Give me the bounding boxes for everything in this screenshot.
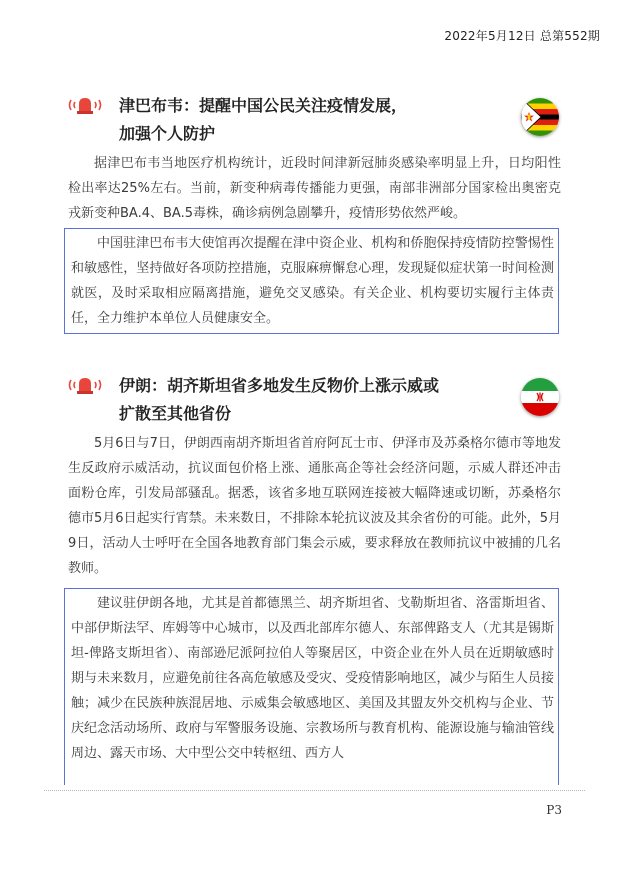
section-title	[119, 92, 499, 148]
title-line-2: 加强个人防护	[119, 124, 216, 143]
section-title	[119, 372, 499, 428]
alarm-siren-icon	[68, 376, 102, 394]
alarm-siren-icon	[68, 96, 102, 114]
body-paragraph: 据津巴布韦当地医疗机构统计，近段时间津新冠肺炎感染率明显上升，日均阳性检出率达25%左右。当前，新变种病毒传播能力更强，南部非洲部分国家检出奥密克戎新变种BA.4、BA.5毒株，确诊病例急剧攀升，疫情形势依然严峻。	[68, 156, 561, 221]
title-line-1: 津巴布韦：提醒中国公民关注疫情发展，	[119, 96, 408, 115]
page-number: P3	[546, 803, 562, 817]
zimbabwe-flag-icon	[521, 98, 559, 136]
title-line-1: 伊朗：胡齐斯坦省多地发生反物价上涨示威或	[119, 376, 440, 395]
issue-date-header: 2022年5月12日 总第552期	[444, 29, 600, 43]
footer-divider	[44, 790, 585, 791]
iran-flag-icon	[521, 378, 559, 416]
body-paragraph: 5月6日与7日，伊朗西南胡齐斯坦省首府阿瓦士市、伊泽市及苏桑格尔德市等地发生反政府示威活动，抗议面包价格上涨、通胀高企等社会经济问题，示威人群还冲击面粉仓库，引发局部骚乱。据悉，该省多地互联网连接被大幅降速或切断，苏桑格尔德市5月6日起实行宵禁。未来数日，不排除本轮抗议波及其余省份的可能。此外，5月9日，活动人士呼吁在全国各地教育部门集会示威，要求释放在教师抗议中被捕的几名教师。	[68, 436, 561, 576]
advisory-box: 中国驻津巴布韦大使馆再次提醒在津中资企业、机构和侨胞保持疫情防控警惕性和敏感性，坚持做好各项防控措施，克服麻痹懈怠心理，发现疑似症状第一时间检测就医，及时采取相应隔离措施，避免交叉感染。有关企业、机构要切实履行主体责任，全力维护本单位人员健康安全。	[64, 228, 559, 334]
title-line-2: 扩散至其他省份	[119, 404, 232, 423]
advisory-box: 建议驻伊朗各地，尤其是首都德黑兰、胡齐斯坦省、戈勒斯坦省、洛雷斯坦省、中部伊斯法罕、库姆等中心城市，以及西北部库尔德人、东部俾路支人（尤其是锡斯坦-俾路支斯坦省）、南部逊尼派阿拉伯人等聚居区，中资企业在外人员在近期敏感时期与未来数月，应避免前往各高危敏感及受灾、受疫情影响地区，减少与陌生人员接触；减少在民族种族混居地、示威集会敏感地区、美国及其盟友外交机构与企业、节庆纪念活动场所、政府与军警服务设施、宗教场所与教育机构、能源设施与输油管线周边、露天市场、大中型公交中转枢纽、西方人	[64, 588, 559, 785]
